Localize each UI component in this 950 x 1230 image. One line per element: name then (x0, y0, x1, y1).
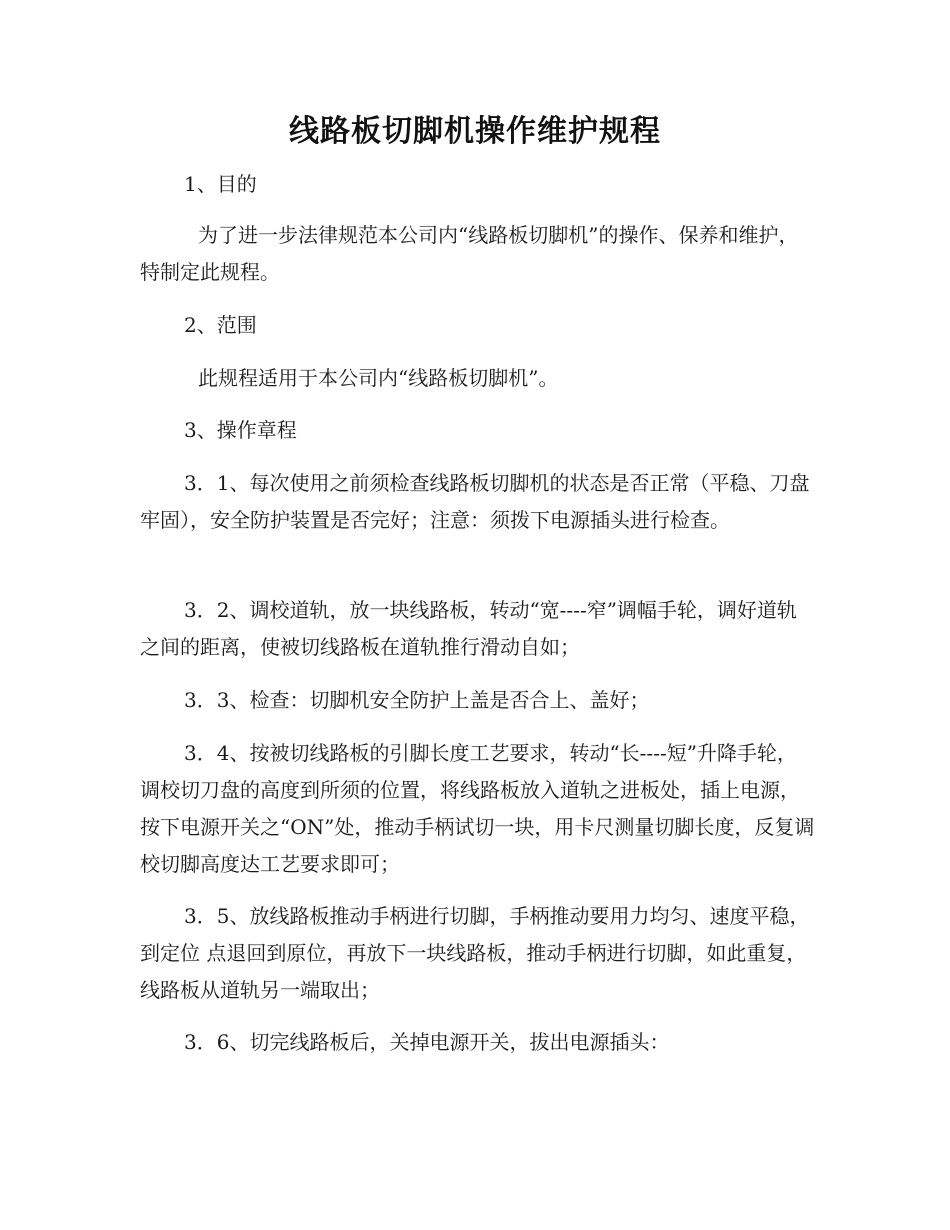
operation-step-3-5: 3．5、放线路板推动手柄进行切脚，手柄推动要用力均匀、速度平稳，到定位 点退回到原位，再放下一块线路板，推动手柄进行切脚，如此重复，线路板从道轨另一端取出； (140, 904, 810, 1002)
scope-paragraph: 此规程适用于本公司内“线路板切脚机”。 (198, 366, 559, 390)
operation-step-3-6: 3．6、切完线路板后，关掉电源开关，拔出电源插头： (184, 1030, 670, 1054)
operation-step-3-1: 3．1、每次使用之前须检查线路板切脚机的状态是否正常（平稳、刀盘牢固），安全防护装置是否完好；注意：须拨下电源插头进行检查。 (140, 471, 810, 532)
document-title: 线路板切脚机操作维护规程 (289, 114, 661, 149)
section-heading-scope: 2、范围 (184, 313, 257, 337)
operation-step-3-4: 3．4、按被切线路板的引脚长度工艺要求，转动“长----短”升降手轮，调校切刀盘的高度到所须的位置，将线路板放入道轨之进板处，插上电源，按下电源开关之“ON”处，推动手柄试切一块，用卡尺测量切脚长度，反复调校切脚高度达工艺要求即可； (140, 741, 815, 876)
purpose-paragraph: 为了进一步法律规范本公司内“线路板切脚机”的操作、保养和维护，特制定此规程。 (140, 223, 799, 284)
operation-step-3-3: 3．3、检查：切脚机安全防护上盖是否合上、盖好； (184, 688, 650, 712)
section-heading-purpose: 1、目的 (184, 172, 257, 196)
section-heading-operation: 3、操作章程 (184, 418, 297, 442)
operation-step-3-2: 3．2、调校道轨，放一块线路板，转动“宽----窄”调幅手轮，调好道轨之间的距离，使被切线路板在道轨推行滑动自如； (140, 598, 797, 659)
